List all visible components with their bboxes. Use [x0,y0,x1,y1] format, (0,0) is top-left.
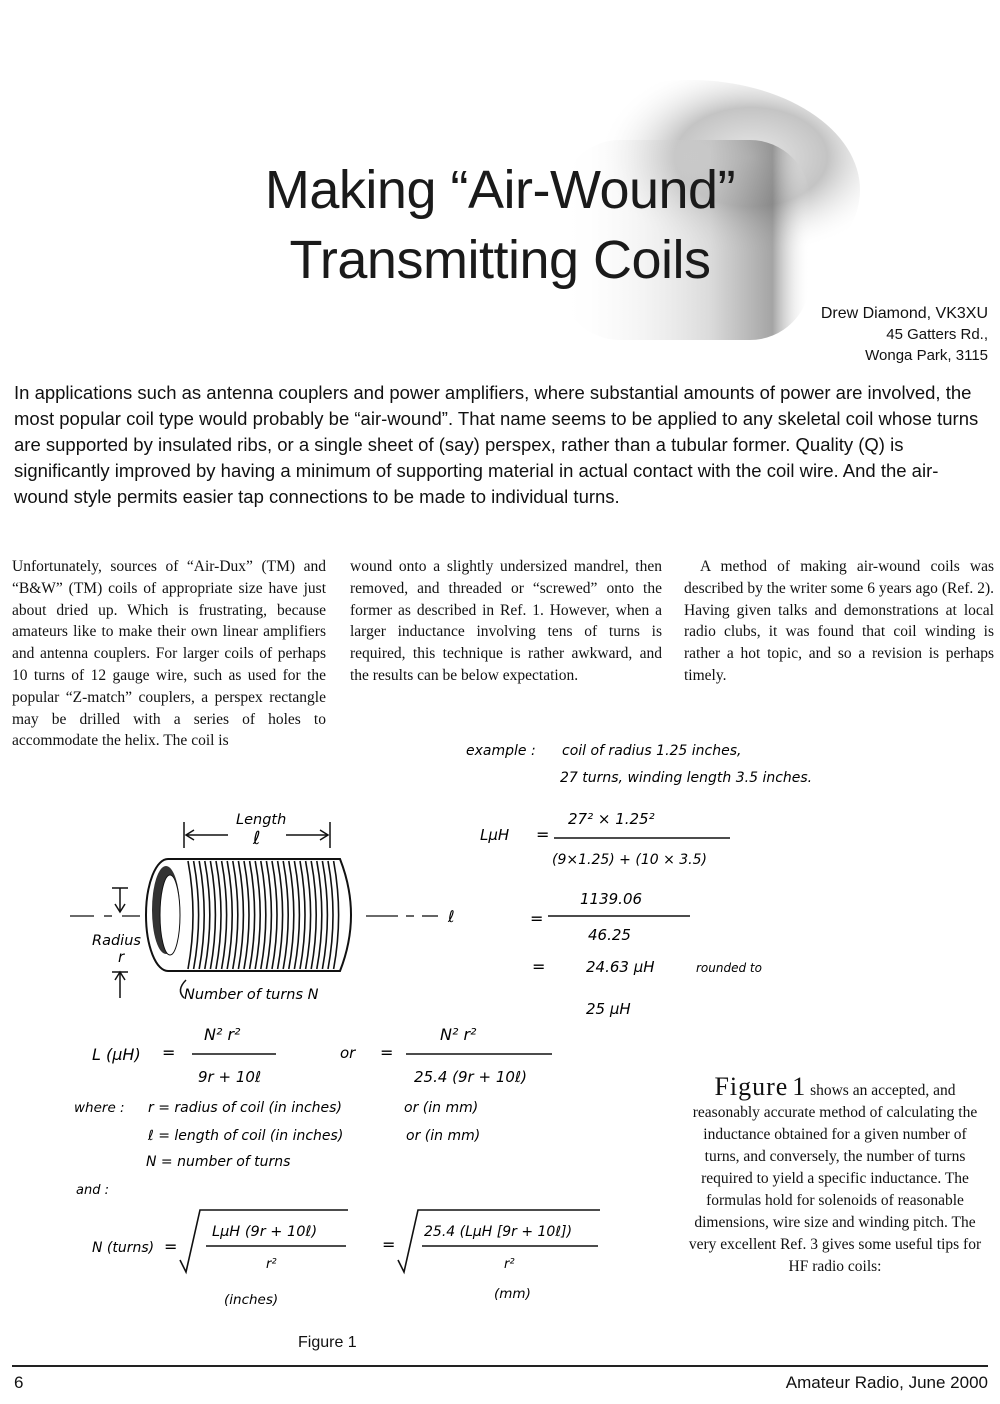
figure-ref-word: Figure [714,1072,789,1101]
figure-description [686,1072,984,1278]
example-eq-1: = [536,825,550,844]
formula-2-denominator: 25.4 (9r + 10ℓ) [414,1068,527,1086]
title-line-1: Making “Air-Wound” [264,160,736,220]
example-numerator-2: 1139.06 [580,890,643,908]
example-line-2: 27 turns, winding length 3.5 inches. [560,770,813,786]
length-symbol: ℓ [253,828,261,849]
author-name: Drew Diamond, VK3XU [820,305,988,322]
example-line-1: coil of radius 1.25 inches, [562,743,742,759]
where-r: r = radius of coil (in inches) [148,1100,342,1116]
example-label: example : [466,743,536,759]
title-line-2: Transmitting Coils [289,230,711,290]
turns-label: Number of turns N [184,987,319,1003]
example-numerator-1: 27² × 1.25² [568,810,655,828]
unit-mm: (mm) [494,1286,531,1302]
page-number: 6 [14,1373,24,1392]
footer-rule [12,1365,988,1367]
body-column-3: A method of making air-wound coils was described by the writer some 6 years ago (Ref. 2). Having given talks and demonstrations at local radio clubs, it was found that coil winding is rather a hot topic, and so a revision is perhaps timely. [684,558,994,684]
example-final: 25 μH [586,1000,631,1018]
formula-3-lhs: N (turns) [92,1240,155,1256]
where-label: where : [74,1100,125,1116]
example-eq-2: = [530,909,544,928]
where-l-mm: or (in mm) [406,1128,481,1144]
author-block [821,303,988,366]
body-column-1: Unfortunately, sources of “Air-Dux” (TM) and “B&W” (TM) coils of appropriate size have just about dried up. Which is frustrating, because amateurs like to make their own linear amplifiers and antenna couplers. For larger coils of perhaps 10 turns of 12 gauge wire, such as used for the popular “Z-match” couplers, a perspex rectangle may be drilled with a series of holes to accommodate the helix. The coil is [12,558,326,750]
length-label: Length [236,812,287,828]
body-column-2: wound onto a slightly undersized mandrel, then removed, and threaded or “screwed” onto the former as described in Ref. 1. However, when a larger inductance involving tens of turns is required, this technique is rather awkward, and the results can be below expectation. [350,558,662,684]
formula-4-numerator: 25.4 (LμH [9r + 10ℓ]) [424,1224,573,1240]
figure-caption: Figure 1 [298,1334,357,1351]
figure-description-text: shows an accepted, and reasonably accurate method of calculating the inductance obtained for a given number of turns, and conversely, the number of turns required to yield a specific inductance. The formulas hold for solenoids of reasonable dimensions, wire size and winding pitch. The very excellent Ref. 3 gives some useful tips for HF radio coils: [688,1082,982,1275]
formula-2-eq: = [380,1043,394,1062]
where-n: N = number of turns [146,1154,291,1170]
example-denominator-2: 46.25 [588,926,631,944]
formula-or: or [340,1044,356,1062]
journal-name: Amateur Radio, June 2000 [785,1373,988,1392]
intro-paragraph: In applications such as antenna couplers and power amplifiers, where substantial amounts of power are involved, the most popular coil type would probably be “air-wound”. That name seems to be applied to any skeletal coil whose turns are supported by insulated ribs, or a single sheet of (say) perspex, rather than a tubular former. Quality (Q) is significantly improved by having a minimum of supporting material in actual contact with the coil wire. And the air-wound style permits easier tap connections to be made to individual turns. [14,382,979,507]
author-city: Wonga Park, 3115 [865,347,988,364]
figure-ref-number: 1 [792,1072,807,1101]
where-r-mm: or (in mm) [404,1100,479,1116]
and-label: and : [76,1183,109,1198]
unit-inches: (inches) [224,1292,279,1308]
radius-label: Radius [92,933,141,949]
example-lhs: LμH [480,826,510,844]
formula-4-eq: = [382,1235,396,1254]
formula-1-numerator: N² r² [204,1025,241,1044]
article-title [0,155,1000,295]
example-result: 24.63 μH [586,958,655,976]
formula-3-numerator: LμH (9r + 10ℓ) [212,1224,318,1240]
example-denominator-1: (9×1.25) + (10 × 3.5) [552,852,707,868]
formula-3-eq: = [164,1237,178,1256]
formula-2-numerator: N² r² [440,1025,477,1044]
formula-1-denominator: 9r + 10ℓ [198,1068,262,1086]
example-rounded: rounded to [696,961,762,975]
formula-4-denominator: r² [504,1257,515,1272]
formula-1-eq: = [162,1043,176,1062]
radius-symbol: r [118,948,125,966]
author-street: 45 Gatters Rd., [886,326,988,343]
formula-3-denominator: r² [266,1257,277,1272]
example-eq-3: = [532,957,546,976]
where-l: ℓ = length of coil (in inches) [148,1128,344,1144]
formula-1-lhs: L (μH) [92,1045,141,1064]
axis-symbol: ℓ [448,907,455,926]
